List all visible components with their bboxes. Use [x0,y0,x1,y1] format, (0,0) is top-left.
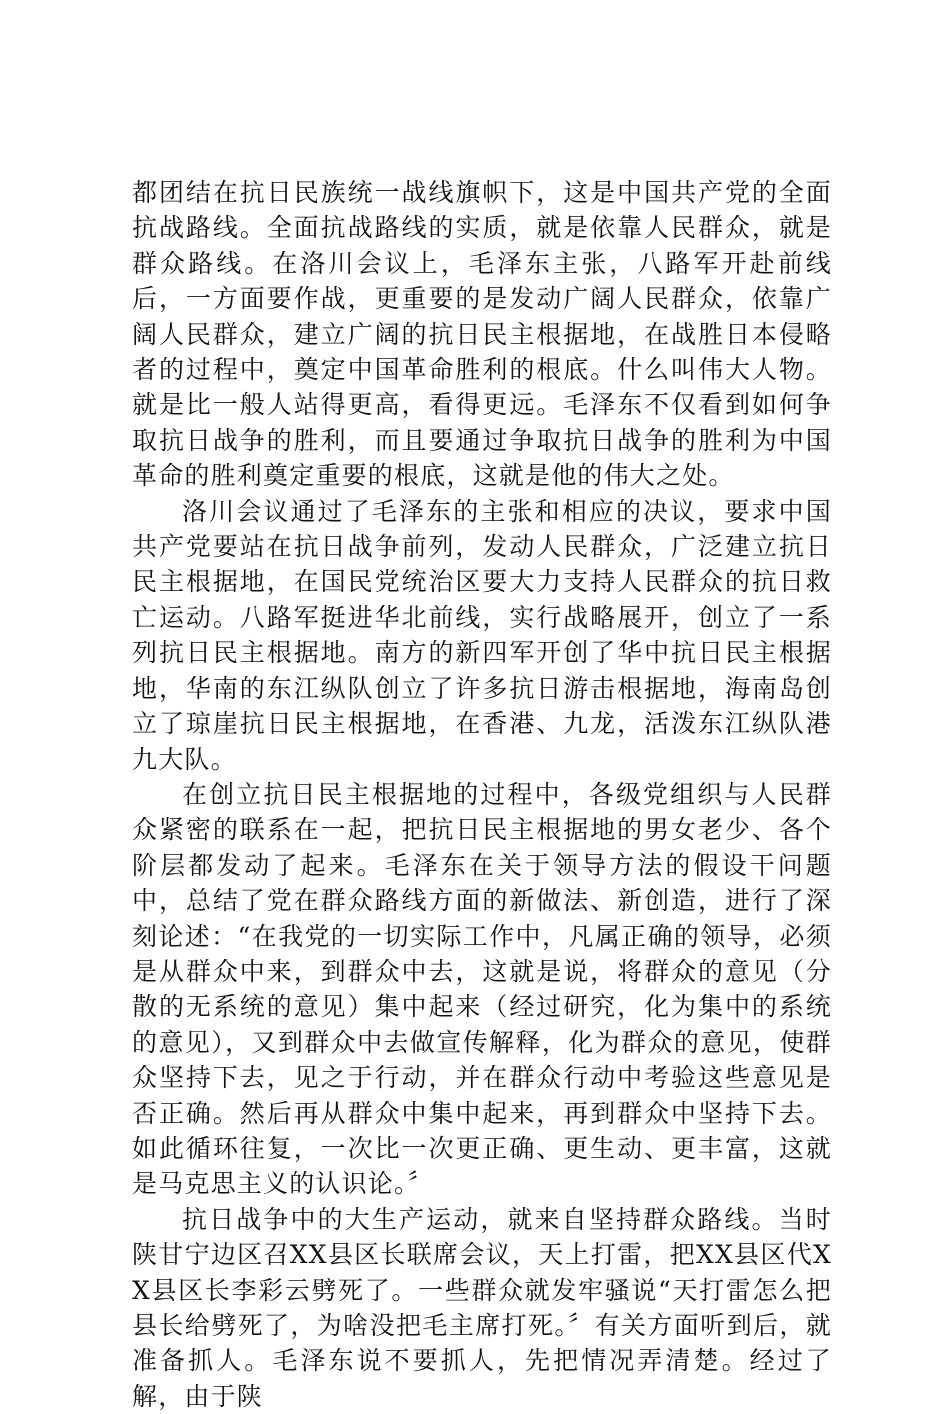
paragraph-2: 洛川会议通过了毛泽东的主张和相应的决议，要求中国共产党要站在抗日战争前列，发动人民群众，广泛建立抗日民主根据地，在国民党统治区要大力支持人民群众的抗日救亡运动。八路军挺进华北前线，实行战略展开，创立了一系列抗日民主根据地。南方的新四军开创了华中抗日民主根据地，华南的东江纵队创立了许多抗日游击根据地，海南岛创立了琼崖抗日民主根据地，在香港、九龙，活泼东江纵队港九大队。 [132,496,832,774]
paragraph-4: 抗日战争中的大生产运动，就来自坚持群众路线。当时陕甘宁边区召XX县区长联席会议，天上打雷，把XX县区代XX县区长李彩云劈死了。一些群众就发牢骚说“天打雷怎么把县长给劈死了，为啥没把毛主席打死。〞有关方面听到后，就准备抓人。毛泽东说不要抓人，先把情况弄清楚。经过了解，由于陕 [132,1204,832,1411]
paragraph-1: 都团结在抗日民族统一战线旗帜下，这是中国共产党的全面抗战路线。全面抗战路线的实质，就是依靠人民群众，就是群众路线。在洛川会议上，毛泽东主张，八路军开赴前线后，一方面要作战，更重要的是发动广阔人民群众，依靠广阔人民群众，建立广阔的抗日民主根据地，在战胜日本侵略者的过程中，奠定中国革命胜利的根底。什么叫伟大人物。就是比一般人站得更高，看得更远。毛泽东不仅看到如何争取抗日战争的胜利，而且要通过争取抗日战争的胜利为中国革命的胜利奠定重要的根底，这就是他的伟大之处。 [132,178,832,491]
document-body [132,175,832,1414]
paragraph-3: 在创立抗日民主根据地的过程中，各级党组织与人民群众紧密的联系在一起，把抗日民主根据地的男女老少、各个阶层都发动了起来。毛泽东在关于领导方法的假设干问题中，总结了党在群众路线方面的新做法、新创造，进行了深刻论述：“在我党的一切实际工作中，凡属正确的领导，必须是从群众中来，到群众中去，这就是说，将群众的意见（分散的无系统的意见）集中起来（经过研究，化为集中的系统的意见），又到群众中去做宣传解释，化为群众的意见，使群众坚持下去，见之于行动，并在群众行动中考验这些意见是否正确。然后再从群众中集中起来，再到群众中坚持下去。如此循环往复，一次比一次更正确、更生动、更丰富，这就是马克思主义的认识论。〞 [132,779,832,1199]
